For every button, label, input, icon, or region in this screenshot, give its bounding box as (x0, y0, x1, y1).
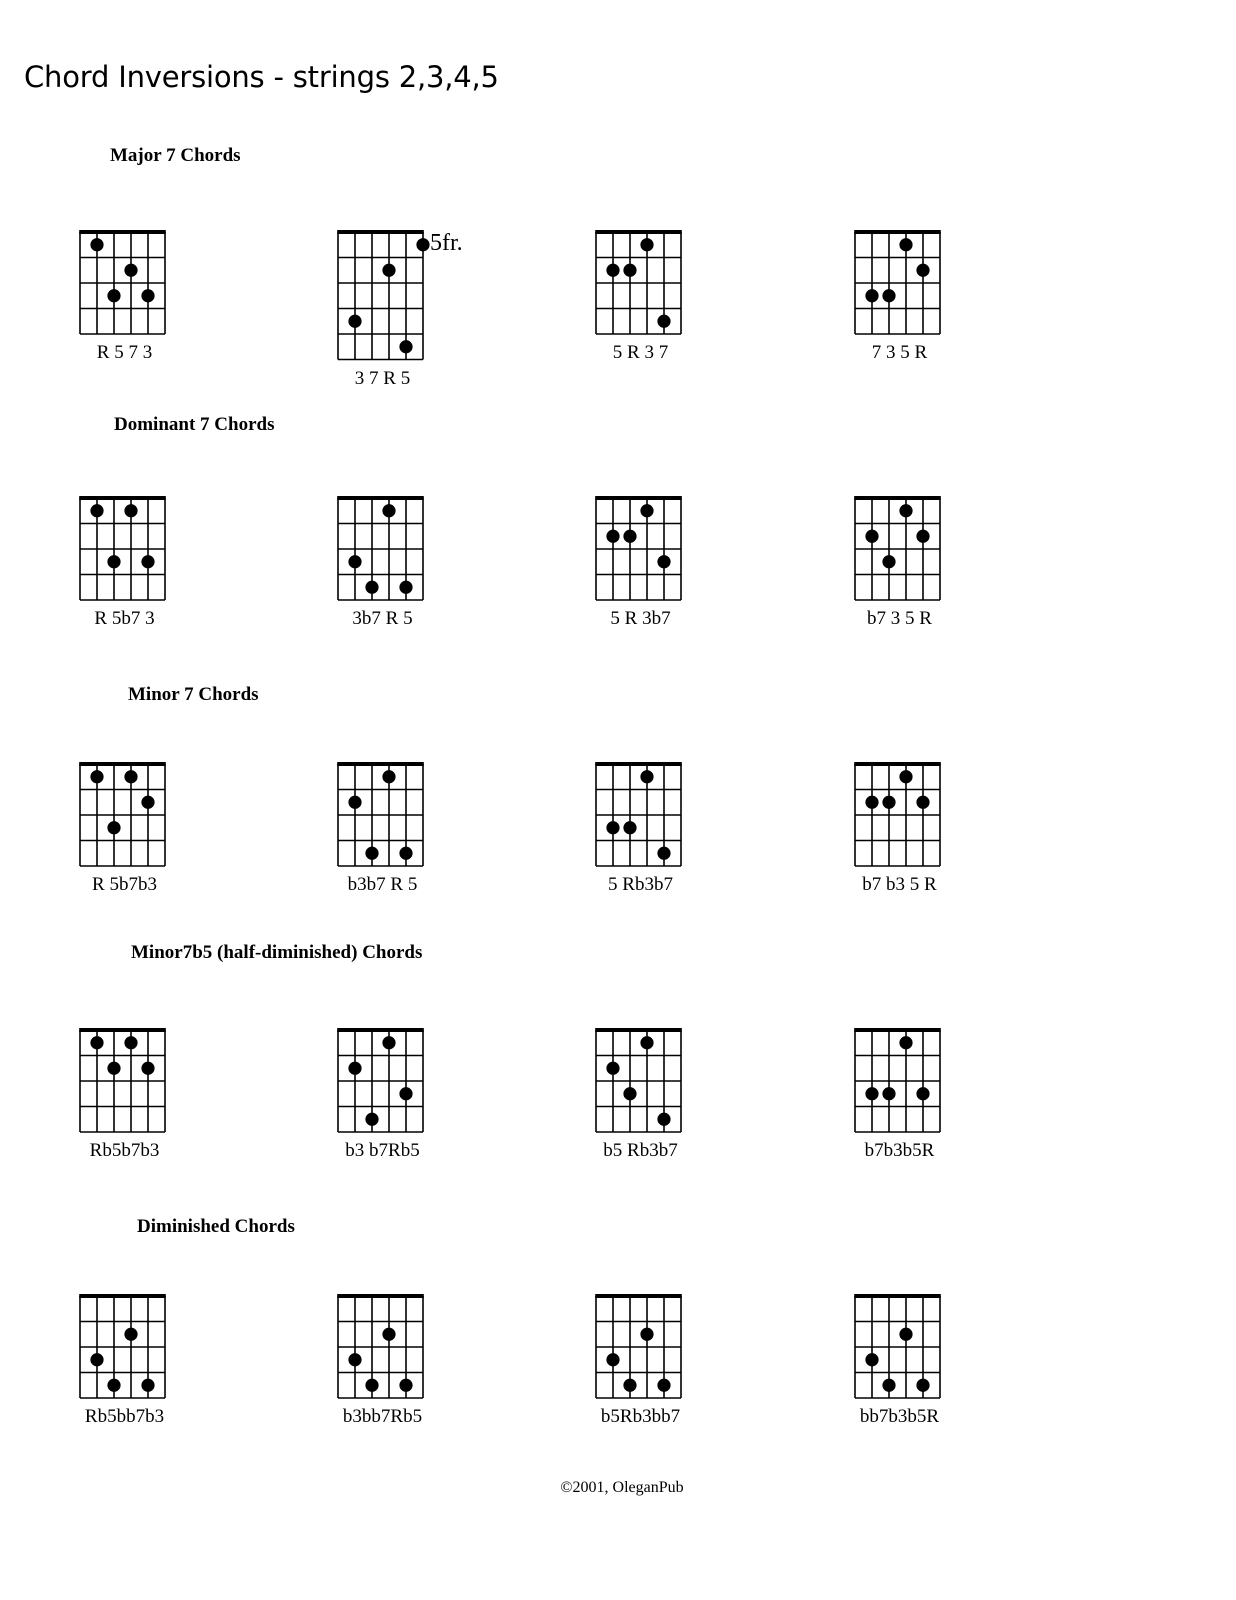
finger-dot (90, 238, 103, 251)
finger-dot (348, 1353, 361, 1366)
finger-dot (141, 555, 154, 568)
finger-dot (899, 1328, 912, 1341)
finger-dot (399, 340, 412, 353)
chord-interval-label: 3b7 R 5 (352, 608, 413, 629)
finger-dot (399, 1087, 412, 1100)
chord-diagram (74, 226, 171, 340)
finger-dot (916, 1087, 929, 1100)
nut (595, 230, 682, 234)
finger-dot (416, 238, 429, 251)
finger-dot (640, 770, 653, 783)
finger-dot (640, 238, 653, 251)
finger-dot (623, 264, 636, 277)
finger-dot (348, 796, 361, 809)
chord-diagram (590, 492, 687, 606)
fret-position-marker: 5fr. (430, 230, 463, 256)
chord-diagram (849, 226, 946, 340)
finger-dot (916, 264, 929, 277)
nut (854, 762, 941, 766)
chord-interval-label: Rb5bb7b3 (84, 1406, 165, 1427)
finger-dot (399, 581, 412, 594)
chord-interval-label: b3b7 R 5 (347, 874, 418, 895)
finger-dot (882, 796, 895, 809)
finger-dot (107, 289, 120, 302)
chord-interval-label: bb7b3b5R (859, 1406, 940, 1427)
finger-dot (382, 264, 395, 277)
finger-dot (124, 770, 137, 783)
chord-diagram (74, 1290, 171, 1404)
finger-dot (382, 1036, 395, 1049)
chord-diagram (849, 492, 946, 606)
finger-dot (865, 530, 878, 543)
finger-dot (365, 1379, 378, 1392)
chord-diagram (590, 758, 687, 872)
finger-dot (657, 847, 670, 860)
finger-dot (657, 315, 670, 328)
finger-dot (882, 1379, 895, 1392)
finger-dot (107, 821, 120, 834)
finger-dot (623, 530, 636, 543)
chord-interval-label: 5 R 3b7 (610, 608, 671, 629)
finger-dot (382, 1328, 395, 1341)
finger-dot (882, 289, 895, 302)
finger-dot (916, 530, 929, 543)
nut (79, 1294, 166, 1298)
finger-dot (107, 555, 120, 568)
finger-dot (348, 1062, 361, 1075)
nut (854, 230, 941, 234)
page-title: Chord Inversions - strings 2,3,4,5 (24, 60, 499, 94)
nut (337, 1028, 424, 1032)
finger-dot (399, 1379, 412, 1392)
nut (595, 1294, 682, 1298)
chord-diagram (590, 1290, 687, 1404)
finger-dot (348, 555, 361, 568)
finger-dot (90, 504, 103, 517)
finger-dot (899, 770, 912, 783)
finger-dot (865, 289, 878, 302)
finger-dot (141, 1379, 154, 1392)
finger-dot (640, 504, 653, 517)
finger-dot (365, 581, 378, 594)
finger-dot (882, 555, 895, 568)
finger-dot (107, 1062, 120, 1075)
chord-interval-label: b7 b3 5 R (862, 874, 937, 895)
finger-dot (124, 1328, 137, 1341)
finger-dot (606, 264, 619, 277)
finger-dot (124, 504, 137, 517)
finger-dot (640, 1328, 653, 1341)
finger-dot (124, 1036, 137, 1049)
nut (854, 496, 941, 500)
finger-dot (899, 504, 912, 517)
finger-dot (899, 1036, 912, 1049)
section-title: Major 7 Chords (110, 145, 241, 166)
finger-dot (865, 796, 878, 809)
chord-interval-label: 3 7 R 5 (354, 367, 411, 389)
chord-interval-label: b7 3 5 R (867, 608, 932, 629)
section-title: Diminished Chords (137, 1216, 295, 1237)
chord-diagram (849, 1024, 946, 1138)
finger-dot (382, 504, 395, 517)
finger-dot (657, 1113, 670, 1126)
chord-interval-label: b5 Rb3b7 (603, 1140, 678, 1161)
finger-dot (141, 1062, 154, 1075)
section-title: Minor7b5 (half-diminished) Chords (131, 942, 423, 963)
nut (337, 496, 424, 500)
nut (854, 1028, 941, 1032)
chord-interval-label: b3 b7Rb5 (345, 1140, 420, 1161)
chord-diagram (74, 1024, 171, 1138)
finger-dot (916, 1379, 929, 1392)
finger-dot (124, 264, 137, 277)
finger-dot (865, 1353, 878, 1366)
copyright-notice: ©2001, OleganPub (560, 1479, 684, 1496)
nut (595, 496, 682, 500)
nut (337, 1294, 424, 1298)
finger-dot (141, 796, 154, 809)
chord-diagram (332, 1024, 429, 1138)
finger-dot (916, 796, 929, 809)
finger-dot (623, 821, 636, 834)
nut (337, 762, 424, 766)
nut (595, 762, 682, 766)
chord-interval-label: b5Rb3bb7 (600, 1406, 681, 1427)
chord-interval-label: R 5b7 3 (94, 608, 155, 629)
nut (79, 762, 166, 766)
finger-dot (90, 1036, 103, 1049)
chord-diagram (332, 758, 429, 872)
chord-diagram (74, 492, 171, 606)
chord-interval-label: b7b3b5R (864, 1140, 935, 1161)
section-title: Minor 7 Chords (128, 684, 259, 705)
finger-dot (365, 847, 378, 860)
finger-dot (365, 1113, 378, 1126)
finger-dot (107, 1379, 120, 1392)
finger-dot (606, 821, 619, 834)
chord-diagram (74, 758, 171, 872)
finger-dot (90, 770, 103, 783)
chord-interval-label: R 5 7 3 (96, 342, 153, 363)
chord-diagram (332, 1290, 429, 1404)
finger-dot (882, 1087, 895, 1100)
chord-diagram (590, 1024, 687, 1138)
chord-diagram (849, 758, 946, 872)
chord-interval-label: Rb5b7b3 (89, 1140, 160, 1161)
finger-dot (899, 238, 912, 251)
finger-dot (606, 1353, 619, 1366)
finger-dot (382, 770, 395, 783)
finger-dot (90, 1353, 103, 1366)
nut (79, 496, 166, 500)
finger-dot (606, 530, 619, 543)
finger-dot (865, 1087, 878, 1100)
chord-interval-label: 5 R 3 7 (612, 342, 669, 363)
chord-interval-label: 5 Rb3b7 (608, 874, 673, 895)
nut (79, 1028, 166, 1032)
finger-dot (623, 1087, 636, 1100)
chord-diagram (590, 226, 687, 340)
chord-diagram (849, 1290, 946, 1404)
chord-interval-label: R 5b7b3 (92, 874, 157, 895)
finger-dot (348, 315, 361, 328)
finger-dot (399, 847, 412, 860)
finger-dot (606, 1062, 619, 1075)
finger-dot (657, 555, 670, 568)
chord-diagram (332, 226, 429, 366)
section-title: Dominant 7 Chords (114, 414, 275, 435)
nut (79, 230, 166, 234)
nut (854, 1294, 941, 1298)
chord-interval-label: b3bb7Rb5 (342, 1406, 423, 1427)
finger-dot (640, 1036, 653, 1049)
chord-interval-label: 7 3 5 R (871, 342, 928, 363)
finger-dot (657, 1379, 670, 1392)
finger-dot (141, 289, 154, 302)
chord-diagram (332, 492, 429, 606)
nut (337, 230, 424, 234)
nut (595, 1028, 682, 1032)
finger-dot (623, 1379, 636, 1392)
